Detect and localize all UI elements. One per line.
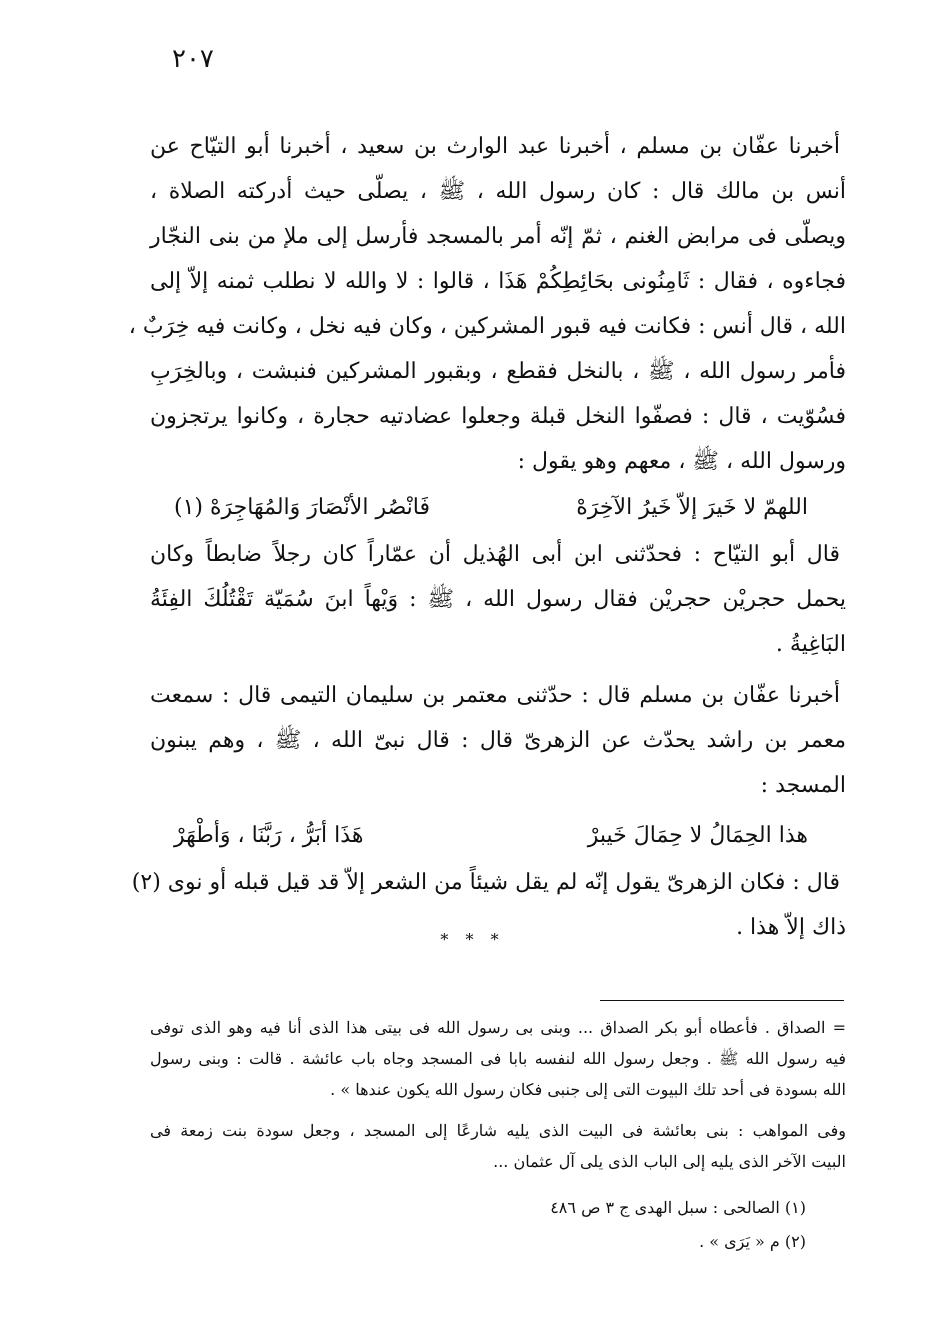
verse-hemistich-right: اللهمّ لا خَيرَ إلاّ خَيرُ الآخِرَهْ (576, 495, 808, 520)
text-line: فأمر رسول الله ، ﷺ ، بالنخل فقطع ، وبقبور المشركين فنبشت ، وبالخِرَبِ (150, 359, 846, 384)
footnote-divider (600, 1000, 844, 1001)
footnote-line: البيت الآخر الذى يليه إلى الباب الذى يلى آل عثمان ... (493, 1152, 846, 1171)
section-ornament: * * * (440, 930, 505, 949)
text-line: ورسول الله ، ﷺ ، معهم وهو يقول : (517, 449, 846, 474)
text-line: قال : فكان الزهرىّ يقول إنّه لم يقل شيئاً من الشعر إلاّ قد قيل قبله أو نوى (٢) (131, 870, 840, 895)
text-line: ويصلّى فى مرابض الغنم ، ثمّ إنّه أمر بالمسجد فأرسل إلى ملإ من بنى النجّار (150, 224, 846, 249)
text-line: قال أبو التيّاح : فحدّثنى ابن أبى الهُذيل أن عمّاراً كان رجلاً ضابطاً وكان (150, 542, 840, 567)
text-line: المسجد : (760, 773, 846, 798)
footnote-line: الله بسودة فى أحد تلك البيوت التى إلى جنبى فكان رسول الله يكون عندها » . (330, 1080, 846, 1099)
paragraph-3 (150, 673, 846, 808)
text-line: أخبرنا عفّان بن مسلم ، أخبرنا عبد الوارث بن سعيد ، أخبرنا أبو التيّاح عن (150, 134, 840, 159)
text-line: الله ، قال أنس : فكانت فيه قبور المشركين ، وكان فيه نخل ، وكانت فيه خِرَبٌ ، (128, 314, 846, 339)
footnote-line: وفى المواهب : بنى بعائشة فى البيت الذى يليه شارعًا إلى المسجد ، وجعل سودة بنت زمعة فى (150, 1121, 846, 1140)
verse-hemistich-right: هذا الحِمَالُ لا حِمَالَ خَيبرْ (587, 823, 808, 848)
footnote-2: (٢) م « يَرَى » . (699, 1232, 806, 1251)
text-line: معمر بن راشد يحدّث عن الزهرىّ قال : قال نبىّ الله ، ﷺ ، وهم يبنون (150, 728, 846, 753)
main-text (128, 124, 846, 950)
text-line: ذاك إلاّ هذا . (736, 915, 846, 940)
verse-hemistich-left: فَانْصُر الأنْصَارَ وَالمُهَاجِرَهْ (١) (174, 495, 430, 520)
footnote-line: فيه رسول الله ﷺ . وجعل رسول الله لنفسه بابا فى المسجد وجاه باب عائشة . قالت : وبنى رسول (150, 1049, 846, 1068)
text-line: يحمل حجريْن حجريْن فقال رسول الله ، ﷺ : وَيْهاً ابنَ سُمَيّة تَقْتُلُكَ الفِئَةُ (150, 587, 846, 612)
verse-2 (150, 812, 846, 860)
footnote-1: (١) الصالحى : سبل الهدى ج ٣ ص ٤٨٦ (550, 1198, 806, 1217)
verse-hemistich-left: هَذَا أبَرُّ ، رَبَّنَا ، وَأطْهَرْ (174, 823, 364, 848)
paragraph-2 (150, 532, 846, 667)
text-line: أخبرنا عفّان بن مسلم قال : حدّثنى معتمر بن سليمان التيمى قال : سمعت (150, 683, 840, 708)
verse-1 (150, 484, 846, 532)
footnote-line: = الصداق . فأعطاه أبو بكر الصداق ... وبنى بى رسول الله فى بيتى هذا الذى أنا فيه وهو الذى توفى (150, 1018, 846, 1037)
footnotes (150, 1012, 846, 1259)
page-number: ٢٠٧ (172, 44, 214, 74)
paragraph-1 (128, 124, 846, 484)
footnote-mawahib (150, 1115, 846, 1177)
text-line: فسُوّيت ، قال : فصفّوا النخل قبلة وجعلوا عضادتيه حجارة ، وكانوا يرتجزون (150, 404, 846, 429)
text-line: أنس بن مالك قال : كان رسول الله ، ﷺ ، يصلّى حيث أدركته الصلاة ، (150, 179, 846, 204)
text-line: البَاغِيةُ . (775, 632, 846, 657)
footnote-continuation (150, 1012, 846, 1105)
text-line: فجاءوه ، فقال : ثَامِنُونى بحَائِطِكُمْ هَذَا ، قالوا : لا والله لا نطلب ثمنه إلاّ إلى (150, 269, 846, 294)
